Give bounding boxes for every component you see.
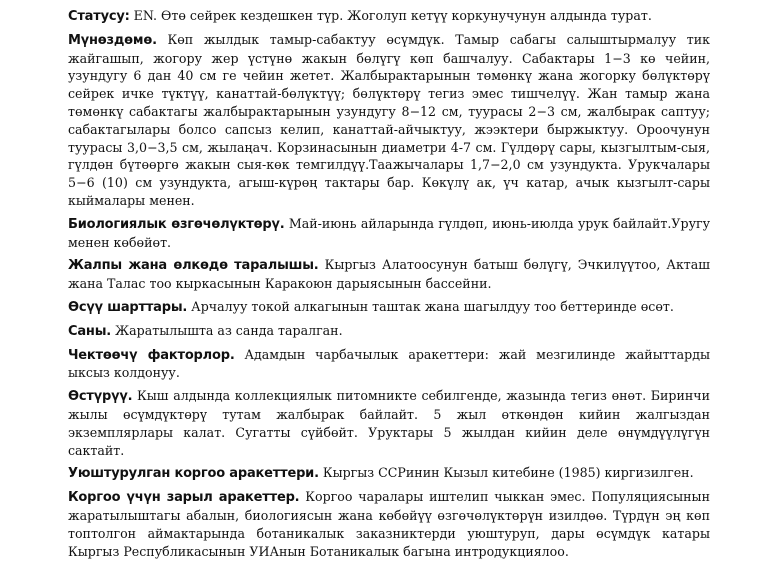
description-label: Мүнөздөмө. <box>68 32 157 48</box>
cultivation-label: Өстүрүү. <box>68 389 133 405</box>
document-page <box>68 7 710 565</box>
biology-label: Биологиялык өзгөчөлүктөрү. <box>68 216 285 232</box>
description-section <box>68 31 710 210</box>
cultivation-text: Кыш алдында коллекциялык питомникте себилгенде, жазында тегиз өнөт. Биринчи жылы өсүмдүктөрү тутам жалбырак байлайт. 5 жыл өткөндөн кийин жалгыздан экземплярлары калат. Сугатты сүйбөйт. Уруктары 5 жылдан кийин деле өнүмдүүлүгүн сактайт. <box>68 388 710 458</box>
cultivation-section <box>68 387 710 459</box>
limiting-factors-label: Чектөөчү факторлор. <box>68 347 235 363</box>
required-actions-label: Коргоо үчүн зарыл аракеттер. <box>68 490 300 506</box>
protection-measures-text: Кыргыз ССРинин Кызыл китебине (1985) киргизилген. <box>318 465 694 481</box>
habitat-section <box>68 298 710 317</box>
habitat-text: Арчалуу токой алкагынын таштак жана шагылдуу тоо беттеринде өсөт. <box>187 298 674 314</box>
distribution-section <box>68 256 710 293</box>
abundance-text: Жаратылышта аз санда таралган. <box>111 322 343 338</box>
limiting-factors-section <box>68 346 710 383</box>
biology-text: Май-июнь айларында гүлдөп, июнь-июлда урук байлайт.Уругу менен көбөйөт. <box>68 215 710 250</box>
required-actions-section <box>68 488 710 560</box>
habitat-label: Өсүү шарттары. <box>68 299 188 315</box>
abundance-label: Саны. <box>68 323 111 339</box>
distribution-text: Кыргыз Алатоосунун батыш бөлүгү, Эчкилүүтоо, Акташ жана Талас тоо кыркасынын Каракоюн дарыясынын бассейни. <box>68 257 710 292</box>
biology-section <box>68 215 710 252</box>
status-section <box>68 7 710 26</box>
distribution-label: Жалпы жана өлкөдө таралышы. <box>68 258 319 274</box>
abundance-section <box>68 322 710 341</box>
protection-measures-label: Уюштурулган коргоо аракеттери. <box>68 466 319 482</box>
protection-measures-section <box>68 464 710 483</box>
limiting-factors-text: Адамдын чарбачылык аракеттери: жай мезгилинде жайыттарды ыксыз колдонуу. <box>68 346 710 381</box>
status-text: EN. Өтө сейрек кездешкен түр. Жоголуп кетүү коркунучунун алдында турат. <box>129 8 652 23</box>
status-label: Статусу: <box>68 9 130 24</box>
required-actions-text: Коргоо чаралары иштелип чыккан эмес. Популяциясынын жаратылыштагы абалын, биологиясын жана көбөйүү өзгөчөлүктөрүн изилдөө. Түрдүн эң көп топтолгон аймактарында ботаникалык заказниктерди уюштуруп, дары өсүмдүк катары Кыргыз Республикасынын УИАнын Ботаникалык багына интродукциялоо. <box>68 489 710 559</box>
description-text: Көп жылдык тамыр-сабактуу өсүмдүк. Тамыр сабагы салыштырмалуу тик жайгашып, жогору жер үстүнө жакын бөлүгү көп башчалуу. Сабактары 1−3 кө чейин, узундугу 6 дан 40 см ге чейин жетет. Жалбырактарынын төмөнкү жана жогорку бөлүктөрү сейрек ичке түктүү, канаттай-бөлүктүү; бөлүктөрү тегиз эмес тишчелүү. Жан тамыр жана төмөнкү сабактагы жалбырактарынын узундугу 8−12 см, туурасы 2−3 см, жалбырак саптуу; сабактагылары болсо сапсыз келип, канаттай-айчыктуу, жээктери быржыктуу. Ороочунун туурасы 3,0−3,5 см, жылаңач. Корзинасынын диаметри 4-7 см. Гүлдөрү сары, кызгылтым-сыя, гүлдөн бүтөөргө жакын сыя-көк темгилдүү.Таажычалары 1,7−2,0 см узундукта. Урукчалары 5−6 (10) см узундукта, агыш-күрөң тактары бар. Көкүлү ак, үч катар, ачык кызгылт-сары кыймалары менен. <box>68 31 710 208</box>
